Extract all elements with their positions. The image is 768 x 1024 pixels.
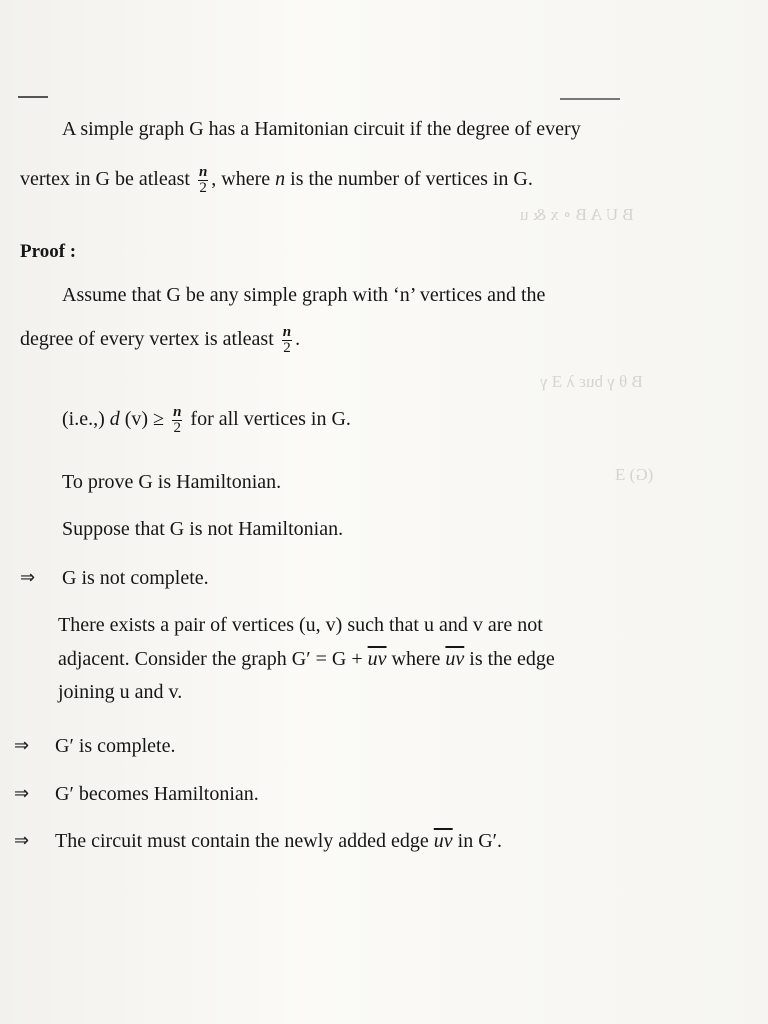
ie-line: (i.e.,) d (v) ≥ $\frac{n}{2}$ for all vertices in G. <box>62 404 351 436</box>
page-fragment-mark <box>18 96 48 104</box>
theorem-line-1: A simple graph G has a Hamitonian circuit if the degree of every <box>62 118 581 140</box>
exists-line-1: There exists a pair of vertices (u, v) such that u and v are not <box>58 614 543 636</box>
fraction-n-over-2: $\frac{n}{2}$ <box>282 324 292 356</box>
proof-line-1: Assume that G be any simple graph with ‘n’ vertices and the <box>62 284 546 306</box>
page-fragment-mark-right <box>560 98 620 104</box>
complete-line: G′ is complete. <box>55 735 176 757</box>
implies-arrow: ⇒ <box>14 783 30 804</box>
exists-line-2: adjacent. Consider the graph $G' = G + \overline{uv}$ where $\overline{uv}$ is the edge <box>58 648 555 670</box>
circuit-line: The circuit must contain the newly added edge $\overline{uv}$ in G′. <box>55 830 503 852</box>
bleed-through-text: B θ γ buε λ Ǝ γ <box>540 372 643 391</box>
fraction-n-over-2: $\frac{n}{2}$ <box>198 164 208 196</box>
bleed-through-text: B U A B ∘ x & u <box>520 205 634 224</box>
becomes-hamiltonian-line: G′ becomes Hamiltonian. <box>55 783 259 805</box>
implies-arrow: ⇒ <box>14 830 30 851</box>
proof-heading: Proof : <box>20 241 77 262</box>
to-prove-line: To prove G is Hamiltonian. <box>62 471 282 493</box>
proof-line-2: degree of every vertex is atleast $\frac{n}{2}$ . <box>20 324 301 356</box>
fraction-n-over-2: $\frac{n}{2}$ <box>173 404 182 436</box>
bleed-through-text: (G) Ǝ <box>615 465 654 484</box>
theorem-line-2: vertex in G be atleast $\frac{n}{2}$ , where n is the number of vertices in G. <box>20 164 533 196</box>
suppose-line: Suppose that G is not Hamiltonian. <box>62 518 344 540</box>
exists-line-3: joining u and v. <box>58 681 183 703</box>
implies-arrow: ⇒ <box>14 735 30 756</box>
implies-arrow: ⇒ <box>20 567 36 588</box>
not-complete-line: G is not complete. <box>62 567 209 589</box>
